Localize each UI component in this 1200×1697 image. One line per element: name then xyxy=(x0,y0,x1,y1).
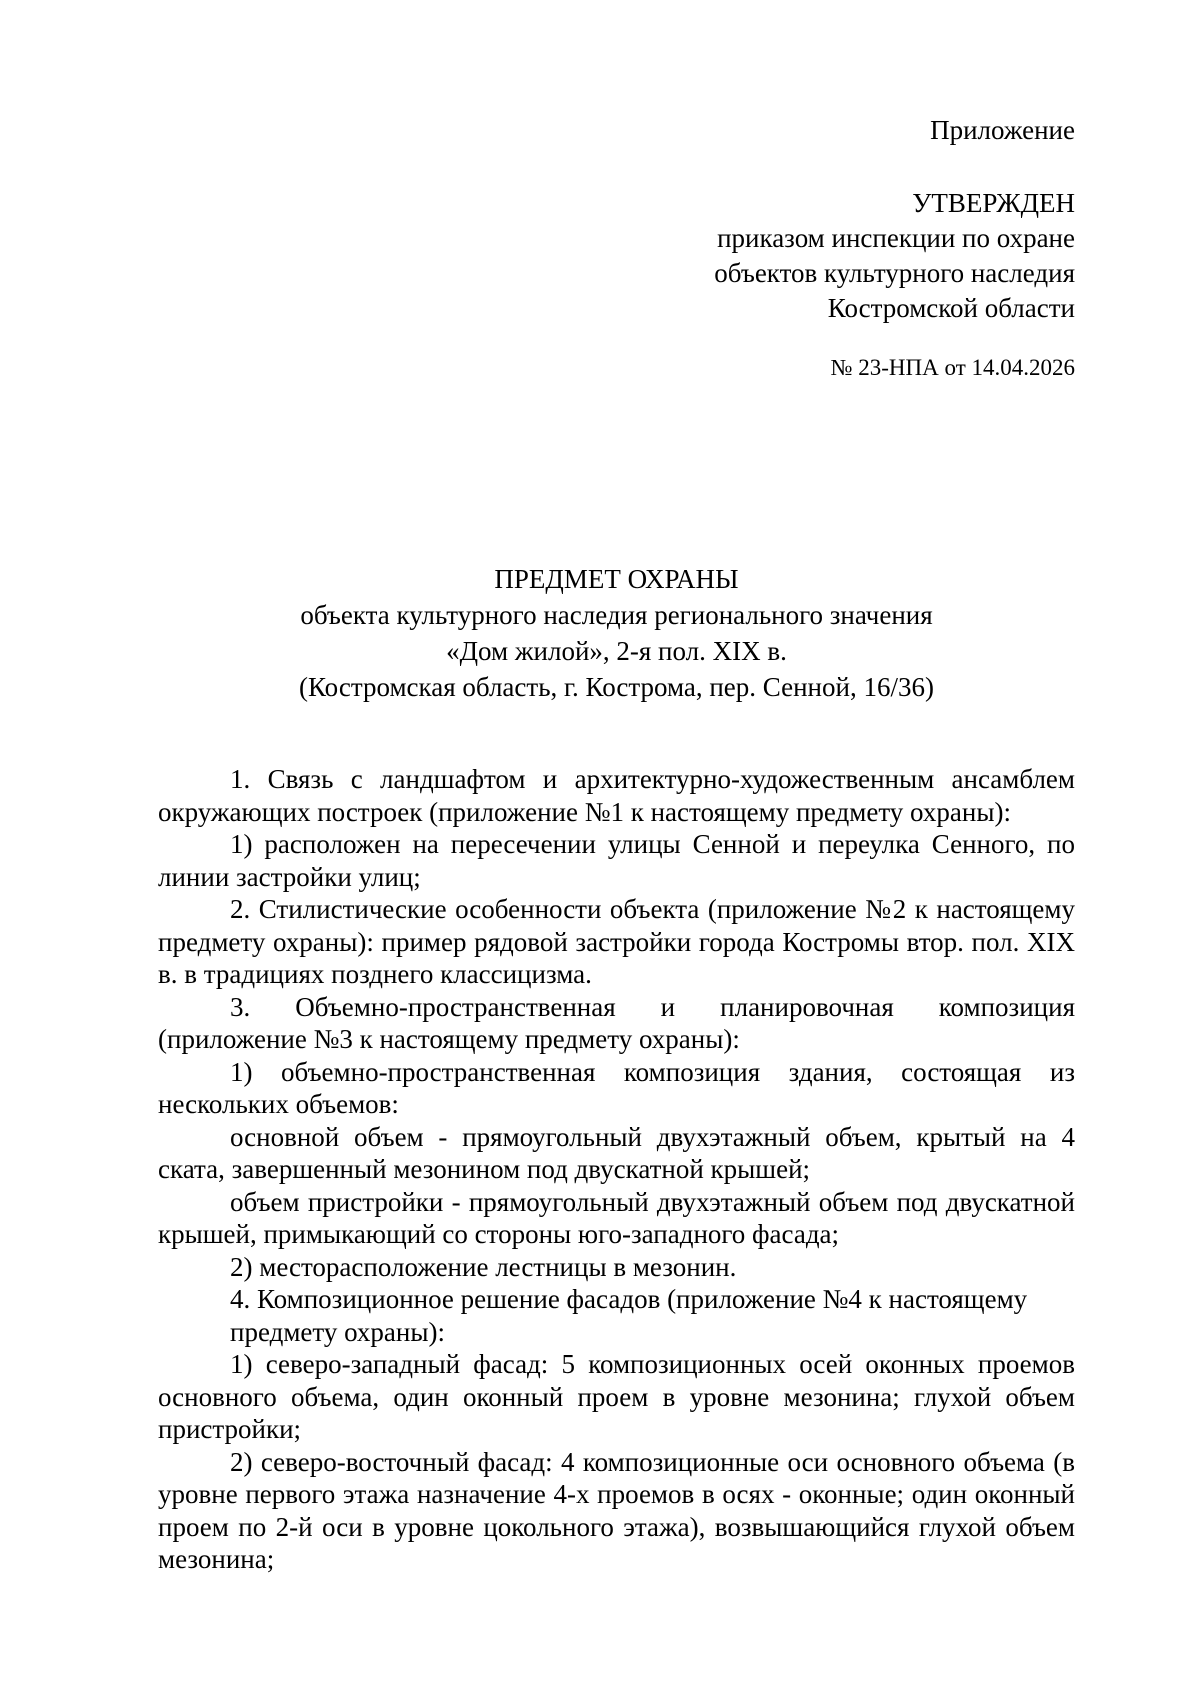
title-subline: «Дом жилой», 2-я пол. XIX в. xyxy=(446,636,787,666)
document-body xyxy=(158,763,1075,1576)
body-paragraph: объем пристройки - прямоугольный двухэтажный объем под двускатной крышей, примыкающий со стороны юго-западного фасада; xyxy=(158,1186,1075,1249)
title-subline: (Костромская область, г. Кострома, пер. Сенной, 16/36) xyxy=(299,672,934,702)
body-paragraph: 1) северо-западный фасад: 5 композиционных осей оконных проемов основного объема, один оконный проем в уровне мезонина; глухой объем пристройки; xyxy=(158,1349,1075,1444)
approved-by-line: объектов культурного наследия xyxy=(714,258,1075,288)
body-paragraph: основной объем - прямоугольный двухэтажный объем, крытый на 4 ската, завершенный мезонином под двускатной крышей; xyxy=(158,1121,1075,1184)
approved-stamp-text: УТВЕРЖДЕН xyxy=(912,188,1075,218)
body-paragraph: 1. Связь с ландшафтом и архитектурно-художественным ансамблем окружающих построек (приложение №1 к настоящему предмету охраны): xyxy=(158,764,1075,827)
document-title xyxy=(158,561,1075,705)
approved-by-line: приказом инспекции по охране xyxy=(717,223,1075,253)
title-subline: объекта культурного наследия регионального значения xyxy=(300,600,933,630)
body-paragraph: 2. Стилистические особенности объекта (приложение №2 к настоящему предмету охраны): пример рядовой застройки города Костромы втор. пол. XIX в. в традициях позднего классицизма. xyxy=(158,894,1075,989)
appendix-label: Приложение xyxy=(930,115,1075,145)
body-paragraph: 2) месторасположение лестницы в мезонин. xyxy=(230,1251,737,1282)
body-paragraph: 4. Композиционное решение фасадов (приложение №4 к настоящему предмету охраны): xyxy=(230,1284,1028,1347)
body-paragraph: 1) объемно-пространственная композиция здания, состоящая из нескольких объемов: xyxy=(158,1056,1075,1119)
body-paragraph: 1) расположен на пересечении улицы Сенной и переулка Сенного, по линии застройки улиц; xyxy=(158,829,1075,892)
approval-block xyxy=(600,186,1075,326)
approved-by-line: Костромской области xyxy=(827,293,1075,323)
title-heading: ПРЕДМЕТ ОХРАНЫ xyxy=(494,564,739,594)
body-paragraph: 2) северо-восточный фасад: 4 композиционные оси основного объема (в уровне первого этажа назначение 4-х проемов в осях - оконные; один оконный проем по 2-й оси в уровне цокольного этажа), возвышающийся глухой объем мезонина; xyxy=(158,1446,1075,1574)
order-number: № 23-НПА от 14.04.2026 xyxy=(830,355,1075,380)
body-paragraph: 3. Объемно-пространственная и планировочная композиция (приложение №3 к настоящему предмету охраны): xyxy=(158,991,1075,1054)
